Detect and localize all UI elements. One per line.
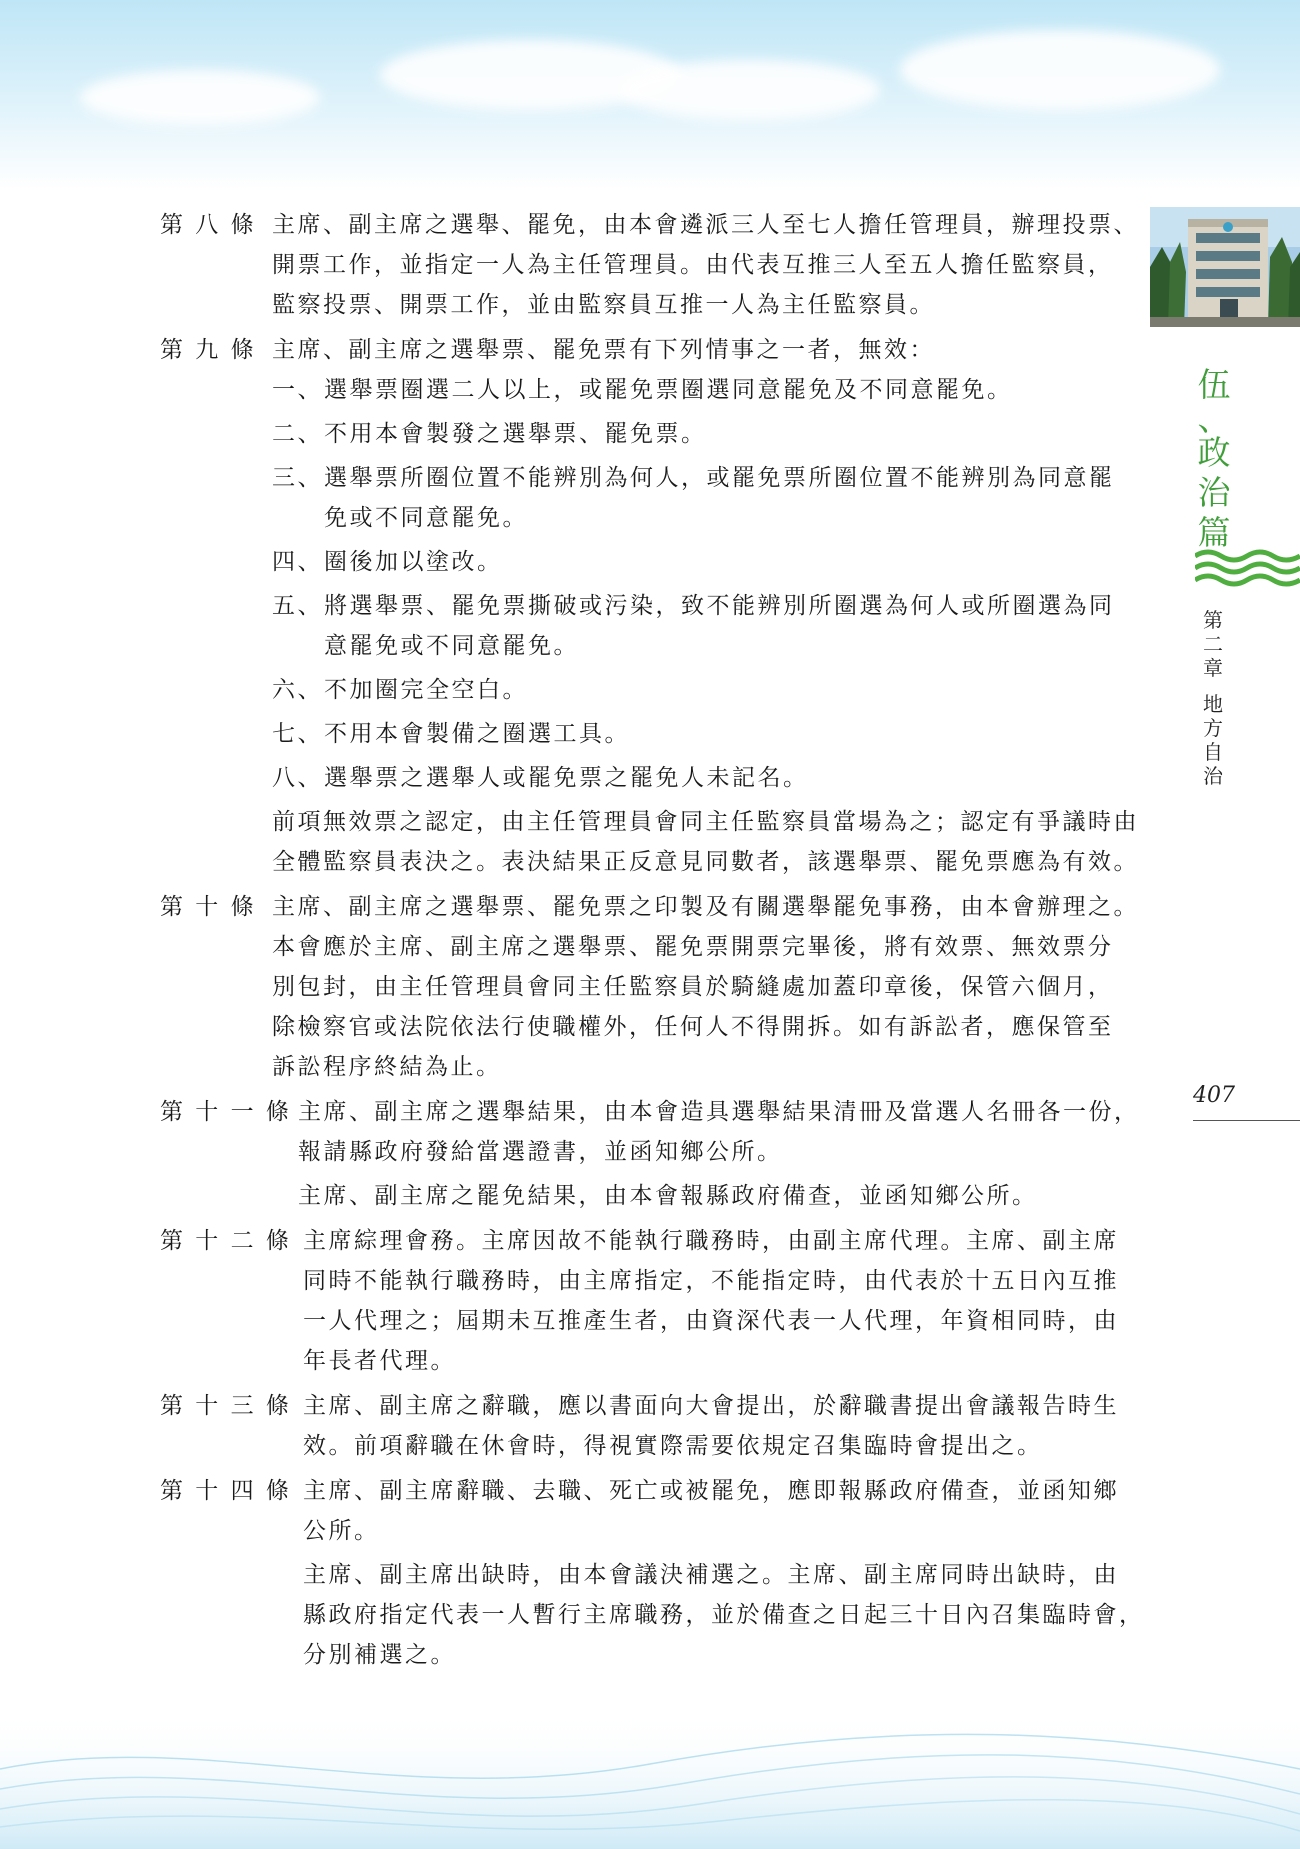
cloud-decoration <box>620 60 880 120</box>
list-item <box>272 586 1120 666</box>
article-text-line: 全體監察員表決之。表決結果正反意見同數者，該選舉票、罷免票應為有效。 <box>272 849 1139 875</box>
article-10 <box>160 887 1139 1087</box>
list-item-text: 選舉票圈選二人以上，或罷免票圈選同意罷免及不同意罷免。 <box>324 377 1013 403</box>
article-text-line: 報請縣政府發給當選證書，並函知鄉公所。 <box>298 1139 783 1165</box>
chapter-char: 自 <box>1203 740 1223 764</box>
cloud-decoration <box>80 70 320 125</box>
list-item-text: 不用本會製發之選舉票、罷免票。 <box>324 421 707 447</box>
article-label: 第 十 四 條 <box>160 1478 292 1504</box>
article-text-line: 效。前項辭職在休會時，得視實際需要依規定召集臨時會提出之。 <box>303 1433 1043 1459</box>
list-item-text: 不用本會製備之圈選工具。 <box>324 721 630 747</box>
article-text-line: 前項無效票之認定，由主任管理員會同主任監察員當場為之；認定有爭議時由 <box>272 809 1139 835</box>
article-text-line: 年長者代理。 <box>303 1348 456 1374</box>
cloud-decoration <box>900 30 1220 110</box>
article-text-line: 主席、副主席之罷免結果，由本會報縣政府備查，並函知鄉公所。 <box>298 1183 1038 1209</box>
list-item-number: 七、 <box>272 721 323 747</box>
list-item-text: 免或不同意罷免。 <box>324 505 528 531</box>
list-item-text: 選舉票之選舉人或罷免票之罷免人未記名。 <box>324 765 809 791</box>
list-item-text: 圈後加以塗改。 <box>324 549 503 575</box>
list-item <box>272 714 1120 754</box>
article-text-line: 除檢察官或法院依法行使職權外，任何人不得開拆。如有訴訟者，應保管至 <box>272 1014 1114 1040</box>
page-number: 407 <box>1193 1083 1235 1108</box>
list-item-number: 一、 <box>272 377 323 403</box>
list-item-number: 五、 <box>272 593 323 619</box>
article-text-line: 主席、副主席辭職、去職、死亡或被罷免，應即報縣政府備查，並函知鄉 <box>303 1478 1119 1504</box>
article-label: 第 九 條 <box>160 337 257 363</box>
chapter-char: 地 <box>1203 692 1223 716</box>
article-label: 第 十 二 條 <box>160 1228 292 1254</box>
section-title-char: 伍 <box>1197 365 1231 404</box>
article-label: 第 八 條 <box>160 212 257 238</box>
list-item <box>272 670 1120 710</box>
article-text-line: 一人代理之；屆期未互推產生者，由資深代表一人代理，年資相同時，由 <box>303 1308 1119 1334</box>
bottom-wave-decoration <box>0 1709 1300 1849</box>
chapter-char: 第 <box>1203 608 1223 632</box>
list-item-text: 意罷免或不同意罷免。 <box>324 633 579 659</box>
page-number-rule <box>1193 1120 1300 1121</box>
article-text-line: 主席、副主席之選舉票、罷免票有下列情事之一者，無效： <box>272 337 935 363</box>
section-title-char: 、 <box>1197 399 1231 438</box>
chapter-title-vertical <box>1196 608 1230 788</box>
green-wave-icon <box>1195 548 1300 588</box>
list-item <box>272 370 1120 410</box>
chapter-char: 方 <box>1203 716 1223 740</box>
chapter-char: 章 <box>1203 656 1223 680</box>
article-text-line: 主席、副主席出缺時，由本會議決補選之。主席、副主席同時出缺時，由 <box>303 1562 1119 1588</box>
section-title-char: 治 <box>1197 473 1231 512</box>
list-item-number: 八、 <box>272 765 323 791</box>
list-item-text: 選舉票所圈位置不能辨別為何人，或罷免票所圈位置不能辨別為同意罷 <box>324 465 1115 491</box>
list-item <box>272 414 1120 454</box>
article-14 <box>160 1471 1145 1675</box>
article-text-line: 主席、副主席之選舉、罷免，由本會遴派三人至七人擔任管理員，辦理投票、 <box>272 212 1139 238</box>
article-text-line: 別包封，由主任管理員會同主任監察員於騎縫處加蓋印章後，保管六個月， <box>272 974 1114 1000</box>
list-item-number: 二、 <box>272 421 323 447</box>
section-title-char: 政 <box>1197 433 1231 472</box>
article-label: 第 十 三 條 <box>160 1393 292 1419</box>
article-text-line: 主席、副主席之選舉結果，由本會造具選舉結果清冊及當選人名冊各一份， <box>298 1099 1140 1125</box>
list-item-number: 六、 <box>272 677 323 703</box>
article-text-line: 主席、副主席之辭職，應以書面向大會提出，於辭職書提出會議報告時生 <box>303 1393 1119 1419</box>
article-11 <box>160 1092 1140 1216</box>
article-text-line: 分別補選之。 <box>303 1642 456 1668</box>
list-item <box>272 542 1120 582</box>
list-item <box>272 758 1120 798</box>
chapter-char: 二 <box>1203 632 1223 656</box>
section-title-char: 篇 <box>1197 513 1231 552</box>
article-text-line: 開票工作，並指定一人為主任管理員。由代表互推三人至五人擔任監察員， <box>272 252 1114 278</box>
list-item-text: 將選舉票、罷免票撕破或污染，致不能辨別所圈選為何人或所圈選為同 <box>324 593 1115 619</box>
article-text-line: 主席綜理會務。主席因故不能執行職務時，由副主席代理。主席、副主席 <box>303 1228 1119 1254</box>
list-item-number: 四、 <box>272 549 323 575</box>
chapter-char: 治 <box>1203 764 1223 788</box>
article-text-line: 公所。 <box>303 1518 380 1544</box>
article-9 <box>160 330 1139 882</box>
article-13 <box>160 1386 1120 1466</box>
article-label: 第 十 條 <box>160 894 257 920</box>
article-label: 第 十 一 條 <box>160 1099 292 1125</box>
building-photo <box>1150 207 1300 327</box>
chapter-char <box>1196 680 1230 692</box>
list-item <box>272 458 1120 538</box>
list-item-number: 三、 <box>272 465 323 491</box>
article-text-line: 訴訟程序終結為止。 <box>272 1054 502 1080</box>
document-body <box>160 205 1145 1680</box>
article-text-line: 縣政府指定代表一人暫行主席職務，並於備查之日起三十日內召集臨時會， <box>303 1602 1145 1628</box>
article-text-line: 主席、副主席之選舉票、罷免票之印製及有關選舉罷免事務，由本會辦理之。 <box>272 894 1139 920</box>
article-text-line: 同時不能執行職務時，由主席指定，不能指定時，由代表於十五日內互推 <box>303 1268 1119 1294</box>
article-12 <box>160 1221 1120 1381</box>
list-item-text: 不加圈完全空白。 <box>324 677 528 703</box>
section-title-vertical <box>1184 365 1244 553</box>
article-8 <box>160 205 1139 325</box>
article-text-line: 監察投票、開票工作，並由監察員互推一人為主任監察員。 <box>272 292 935 318</box>
article-text-line: 本會應於主席、副主席之選舉票、罷免票開票完畢後，將有效票、無效票分 <box>272 934 1114 960</box>
